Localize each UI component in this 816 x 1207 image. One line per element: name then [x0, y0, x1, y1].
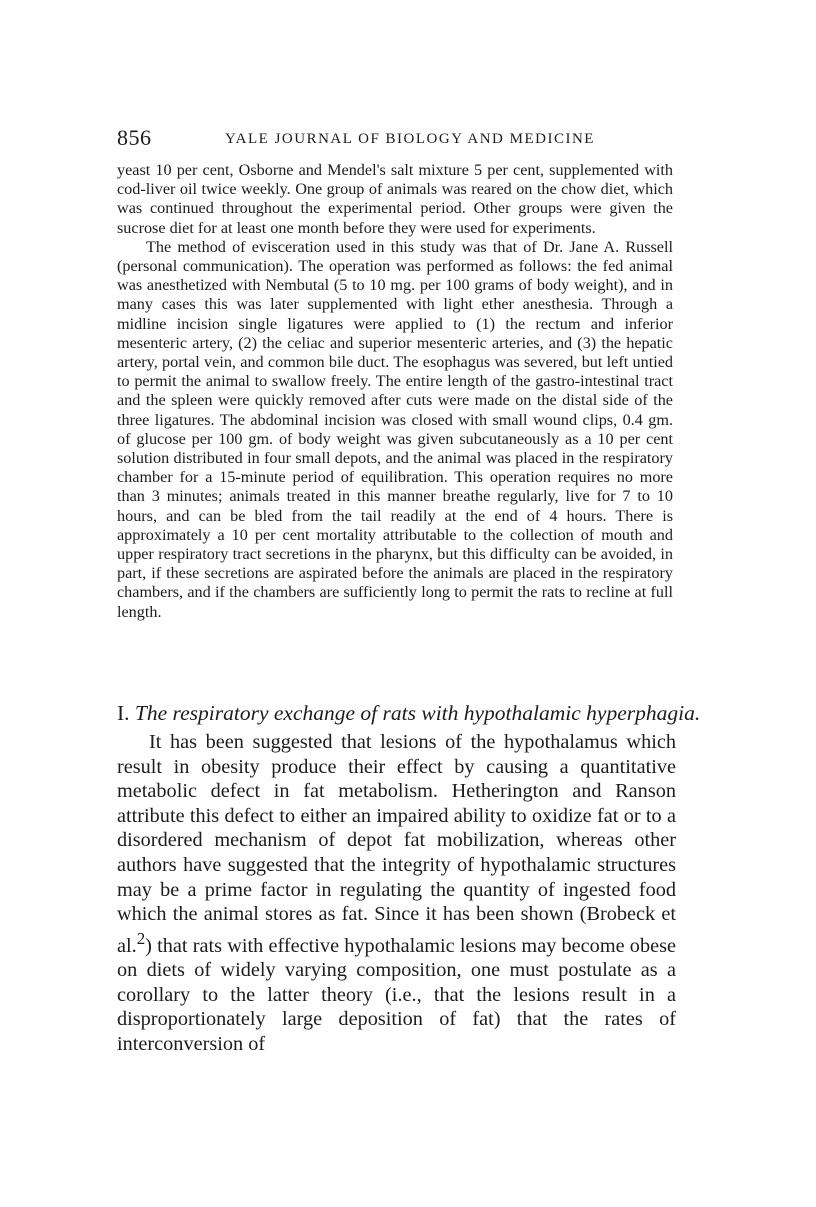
paragraph-text-end: ) that rats with effective hypothalamic lesions may become obese on diets of widely varying composition, one must postulate as a corollary to the latter theory (i.e., that the lesions result in a disproportionately large deposition of fat) that the rates of interconversion of [117, 934, 676, 1055]
section-title: The respiratory exchange of rats with hypothalamic hyperphagia. [134, 701, 701, 725]
section-body [117, 730, 676, 1056]
section-heading [117, 700, 701, 726]
section-number: I. [117, 701, 130, 725]
page-number: 856 [117, 125, 152, 150]
paragraph-text-start: It has been suggested that lesions of the hypothalamus which result in obesity produce their effect by causing a quantitative metabolic defect in fat metabolism. Hetherington and Ranson attribute this defect to either an impaired ability to oxidize fat or to a disordered mechanism of depot fat mobilization, whereas other authors have suggested that the integrity of hypothalamic structures may be a prime factor in regulating the quantity of ingested food which the animal stores as fat. Since it has been shown (Brobeck et al. [117, 731, 676, 957]
citation-superscript: 2 [136, 928, 146, 948]
paragraph-evisceration: The method of evisceration used in this study was that of Dr. Jane A. Russell (personal communication). The operation was performed as follows: the fed animal was anesthetized with Nembutal (5 to 10 mg. per 100 grams of body weight), and in many cases this was later supplemented with light ether anesthesia. Through a midline incision single ligatures were applied to (1) the rectum and inferior mesenteric artery, (2) the celiac and superior mesenteric arteries, and (3) the hepatic artery, portal vein, and common bile duct. The esophagus was severed, but left untied to permit the animal to swallow freely. The entire length of the gastro-intestinal tract and the spleen were quickly removed after cuts were made on the distal side of the three ligatures. The abdominal incision was closed with small wound clips, 0.4 gm. of glucose per 100 gm. of body weight was given subcutaneously as a 10 per cent solution distributed in four small depots, and the animal was placed in the respiratory chamber for a 15-minute period of equilibration. This operation requires no more than 3 minutes; animals treated in this manner breathe regularly, live for 7 to 10 hours, and can be bled from the tail readily at the end of 4 hours. There is approximately a 10 per cent mortality attributable to the collection of mouth and upper respiratory tract secretions in the pharynx, but this difficulty can be avoided, in part, if these secretions are aspirated before the animals are placed in the respiratory chambers, and if the chambers are sufficiently long to permit the rats to recline at full length. [117, 237, 673, 621]
methods-text [117, 161, 673, 622]
page-header [117, 126, 677, 150]
paragraph-diet: yeast 10 per cent, Osborne and Mendel's salt mixture 5 per cent, supplemented with cod-liver oil twice weekly. One group of animals was reared on the chow diet, which was continued throughout the experimental period. Other groups were given the sucrose diet for at least one month before they were used for experiments. [117, 161, 673, 237]
running-title: YALE JOURNAL OF BIOLOGY AND MEDICINE [225, 131, 595, 147]
paragraph-hypothalamus [117, 730, 676, 1056]
